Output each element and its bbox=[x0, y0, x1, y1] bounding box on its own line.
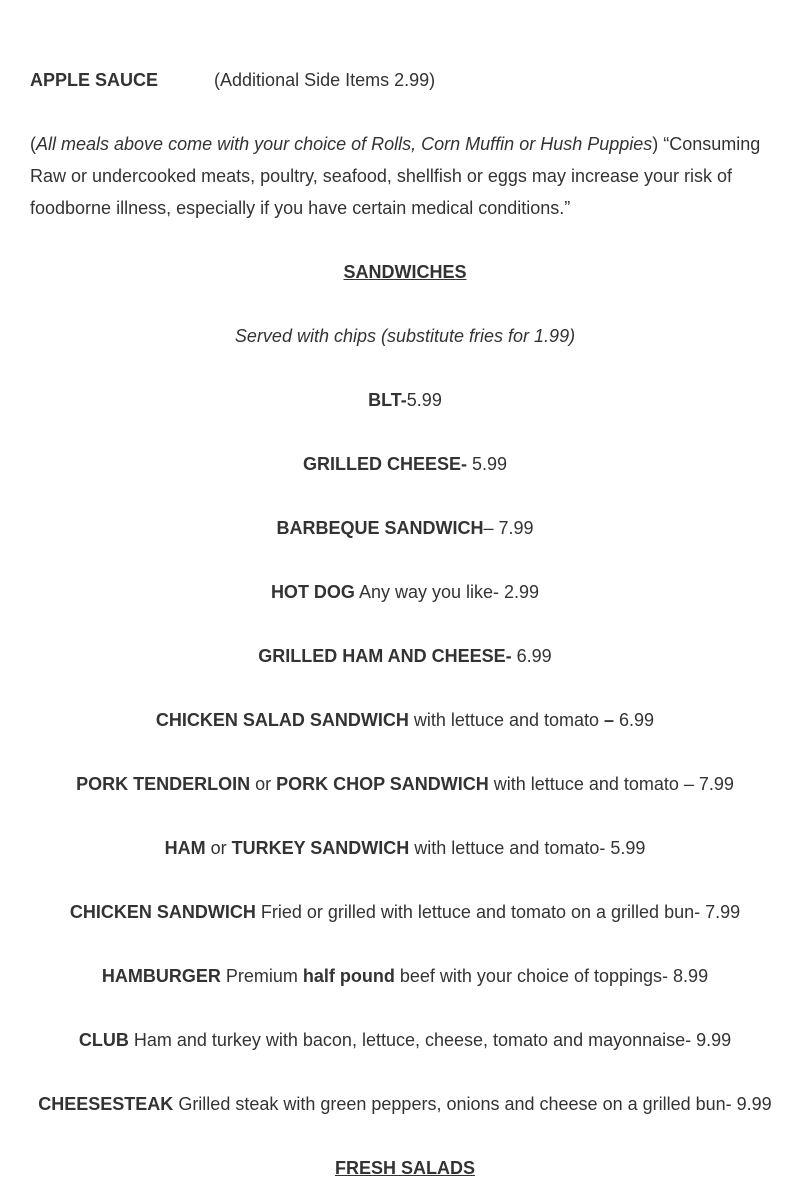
menu-item bbox=[0, 384, 810, 416]
menu-item bbox=[0, 832, 810, 864]
notice-text: ) “Consuming Raw or undercooked meats, poultry, seafood, shellfish or eggs may increase your risk of foodborne illness, especially if you have certain medical conditions.” bbox=[30, 134, 761, 218]
apple-sauce-label: APPLE SAUCE bbox=[30, 70, 159, 90]
menu-item-desc: Ham and turkey with bacon, lettuce, cheese, tomato and mayonnaise- 9.99 bbox=[128, 1030, 732, 1050]
menu-item-desc: with lettuce and tomato bbox=[408, 710, 605, 730]
menu-item-bold-mid: half pound bbox=[302, 966, 395, 986]
menu-item-name: HOT DOG bbox=[270, 582, 355, 602]
menu-item-or: or bbox=[205, 838, 232, 858]
menu-item-desc: with lettuce and tomato – 7.99 bbox=[488, 774, 734, 794]
menu-item-desc: Fried or grilled with lettuce and tomato on a grilled bun- 7.99 bbox=[255, 902, 741, 922]
fresh-salads-heading bbox=[0, 1152, 810, 1184]
menu-item-desc: beef with your choice of toppings- 8.99 bbox=[394, 966, 709, 986]
menu-item-name: CHICKEN SANDWICH bbox=[69, 902, 256, 922]
menu-item-desc: 5.99 bbox=[466, 454, 508, 474]
menu-item-desc: 6.99 bbox=[511, 646, 552, 666]
menu-item-name: HAM bbox=[164, 838, 206, 858]
menu-item-desc: – 7.99 bbox=[483, 518, 534, 538]
menu-item bbox=[0, 896, 810, 928]
menu-item-name: BARBEQUE SANDWICH bbox=[276, 518, 484, 538]
menu-item bbox=[0, 768, 810, 800]
menu-item-desc: Any way you like- 2.99 bbox=[354, 582, 540, 602]
menu-item-name: PORK TENDERLOIN bbox=[76, 774, 251, 794]
side-items-note: (Additional Side Items 2.99) bbox=[214, 70, 436, 90]
menu-item bbox=[0, 576, 810, 608]
menu-item-name: CLUB bbox=[78, 1030, 129, 1050]
menu-item-desc: Grilled steak with green peppers, onions and cheese on a grilled bun- 9.99 bbox=[173, 1094, 772, 1114]
menu-item-desc: 5.99 bbox=[406, 390, 442, 410]
menu-item-name: CHEESESTEAK bbox=[38, 1094, 174, 1114]
menu-item bbox=[0, 1024, 810, 1056]
consumption-notice bbox=[30, 128, 780, 224]
menu-item-name: BLT- bbox=[368, 390, 407, 410]
sandwiches-heading-text: SANDWICHES bbox=[343, 262, 467, 282]
menu-item-price: 6.99 bbox=[614, 710, 655, 730]
menu-item-pre: Premium bbox=[220, 966, 303, 986]
menu-item-or: or bbox=[250, 774, 277, 794]
menu-item bbox=[0, 1088, 810, 1120]
menu-item-name: GRILLED CHEESE- bbox=[302, 454, 467, 474]
sandwiches-heading bbox=[0, 256, 810, 288]
fresh-salads-heading-text: FRESH SALADS bbox=[334, 1158, 475, 1178]
side-items-line bbox=[30, 64, 780, 96]
menu-item bbox=[0, 512, 810, 544]
menu-item-name: CHICKEN SALAD SANDWICH bbox=[155, 710, 409, 730]
menu-item-name-2: TURKEY SANDWICH bbox=[231, 838, 410, 858]
menu-item-name: HAMBURGER bbox=[101, 966, 221, 986]
menu-item bbox=[0, 640, 810, 672]
menu-item-desc: with lettuce and tomato- 5.99 bbox=[409, 838, 646, 858]
menu-item-dash: – bbox=[604, 710, 615, 730]
notice-italic: All meals above come with your choice of Rolls, Corn Muffin or Hush Puppies bbox=[36, 134, 653, 154]
notice-paren: ( bbox=[30, 134, 36, 154]
menu-item-name: GRILLED HAM AND CHEESE- bbox=[258, 646, 512, 666]
menu-item-name-2: PORK CHOP SANDWICH bbox=[276, 774, 489, 794]
sandwiches-subheading: Served with chips (substitute fries for 1.99) bbox=[234, 326, 576, 346]
menu-item bbox=[0, 448, 810, 480]
menu-item bbox=[0, 960, 810, 992]
menu-item bbox=[0, 704, 810, 736]
